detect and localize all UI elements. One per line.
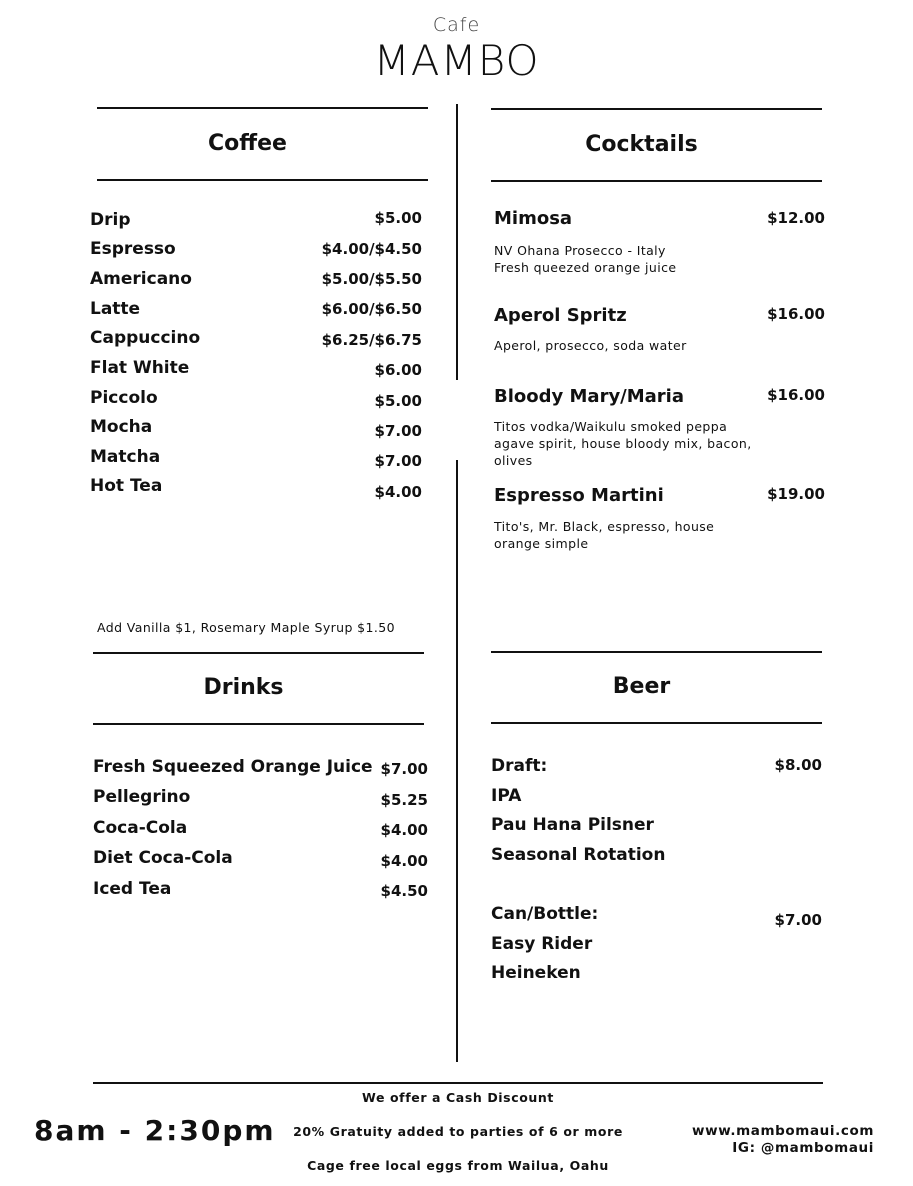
website-link[interactable]: www.mambomaui.com <box>692 1123 874 1139</box>
drink-item-price: $4.00 <box>380 821 428 839</box>
drink-item-price: $4.00 <box>380 852 428 870</box>
coffee-item-price: $5.00 <box>374 209 422 227</box>
coffee-rule-bottom <box>97 179 428 181</box>
description-line: olives <box>494 453 533 468</box>
drink-item-price: $7.00 <box>380 760 428 778</box>
description-line: Aperol, prosecco, soda water <box>494 338 687 353</box>
drink-item-name: Coca-Cola <box>93 818 188 838</box>
coffee-item-price: $6.00/$6.50 <box>321 300 422 318</box>
coffee-item-price: $7.00 <box>374 422 422 440</box>
coffee-item-name: Espresso <box>90 239 176 259</box>
instagram-handle[interactable]: IG: @mambomaui <box>732 1140 874 1156</box>
coffee-item-price: $4.00 <box>374 483 422 501</box>
description-line: Titos vodka/Waikulu smoked peppa <box>494 419 728 434</box>
coffee-item-name: Mocha <box>90 417 153 437</box>
coffee-item-price: $6.00 <box>374 361 422 379</box>
center-divider-bottom <box>456 460 458 1062</box>
cocktail-name: Aperol Spritz <box>494 305 627 326</box>
cocktail-description <box>494 518 774 552</box>
description-line: Fresh queezed orange juice <box>494 260 677 275</box>
coffee-addons-note: Add Vanilla $1, Rosemary Maple Syrup $1.50 <box>97 620 395 635</box>
beer-item-name: Heineken <box>491 963 581 983</box>
footer-rule <box>93 1082 823 1084</box>
description-line: agave spirit, house bloody mix, bacon, <box>494 436 752 451</box>
cocktail-price: $16.00 <box>767 386 825 404</box>
drink-item-name: Pellegrino <box>93 787 191 807</box>
beer-draft-price: $8.00 <box>774 756 822 774</box>
cocktail-description <box>494 242 774 276</box>
drink-item-name: Diet Coca-Cola <box>93 848 233 868</box>
gratuity-note: 20% Gratuity added to parties of 6 or more <box>293 1124 623 1139</box>
coffee-item-name: Drip <box>90 210 131 230</box>
logo-cafe-text: Cafe <box>432 14 481 36</box>
beer-item-name: Easy Rider <box>491 934 593 954</box>
beer-item-name: Pau Hana Pilsner <box>491 815 654 835</box>
coffee-item-price: $6.25/$6.75 <box>321 331 422 349</box>
drinks-rule-top <box>93 652 424 654</box>
beer-rule-top <box>491 651 822 653</box>
cocktail-price: $12.00 <box>767 209 825 227</box>
coffee-item-name: Americano <box>90 269 192 289</box>
beer-title: Beer <box>612 674 671 699</box>
coffee-item-price: $5.00 <box>374 392 422 410</box>
beer-draft-label: Draft: <box>491 756 548 776</box>
coffee-item-name: Hot Tea <box>90 476 163 496</box>
cocktail-description <box>494 337 774 354</box>
coffee-item-name: Latte <box>90 299 141 319</box>
drinks-title: Drinks <box>203 675 284 700</box>
cocktail-price: $19.00 <box>767 485 825 503</box>
coffee-item-name: Cappuccino <box>90 328 201 348</box>
beer-can-price: $7.00 <box>774 911 822 929</box>
eggs-note: Cage free local eggs from Wailua, Oahu <box>307 1158 609 1173</box>
coffee-rule-top <box>97 107 428 109</box>
cocktail-name: Mimosa <box>494 208 573 229</box>
coffee-title: Coffee <box>208 131 287 156</box>
drink-item-name: Iced Tea <box>93 879 172 899</box>
coffee-item-name: Flat White <box>90 358 190 378</box>
drinks-rule-bottom <box>93 723 424 725</box>
coffee-item-name: Matcha <box>90 447 161 467</box>
cocktails-rule-top <box>491 108 822 110</box>
beer-item-name: Seasonal Rotation <box>491 845 666 865</box>
beer-can-label: Can/Bottle: <box>491 904 599 924</box>
description-line: NV Ohana Prosecco - Italy <box>494 243 666 258</box>
logo-mambo-text: MAMBO <box>373 36 540 85</box>
coffee-item-price: $7.00 <box>374 452 422 470</box>
drink-item-name: Fresh Squeezed Orange Juice <box>93 757 373 777</box>
cocktails-title: Cocktails <box>585 132 698 157</box>
coffee-item-price: $5.00/$5.50 <box>321 270 422 288</box>
beer-rule-bottom <box>491 722 822 724</box>
description-line: orange simple <box>494 536 589 551</box>
description-line: Tito's, Mr. Black, espresso, house <box>494 519 715 534</box>
cocktail-description <box>494 418 784 469</box>
opening-hours: 8am - 2:30pm <box>34 1114 276 1147</box>
beer-item-name: IPA <box>491 786 522 806</box>
drink-item-price: $5.25 <box>380 791 428 809</box>
cocktail-name: Bloody Mary/Maria <box>494 386 685 407</box>
cocktail-name: Espresso Martini <box>494 485 664 506</box>
cocktail-price: $16.00 <box>767 305 825 323</box>
cash-discount-note: We offer a Cash Discount <box>362 1090 554 1105</box>
coffee-item-price: $4.00/$4.50 <box>321 240 422 258</box>
cocktails-rule-bottom <box>491 180 822 182</box>
coffee-item-name: Piccolo <box>90 388 158 408</box>
center-divider-top <box>456 104 458 380</box>
drink-item-price: $4.50 <box>380 882 428 900</box>
